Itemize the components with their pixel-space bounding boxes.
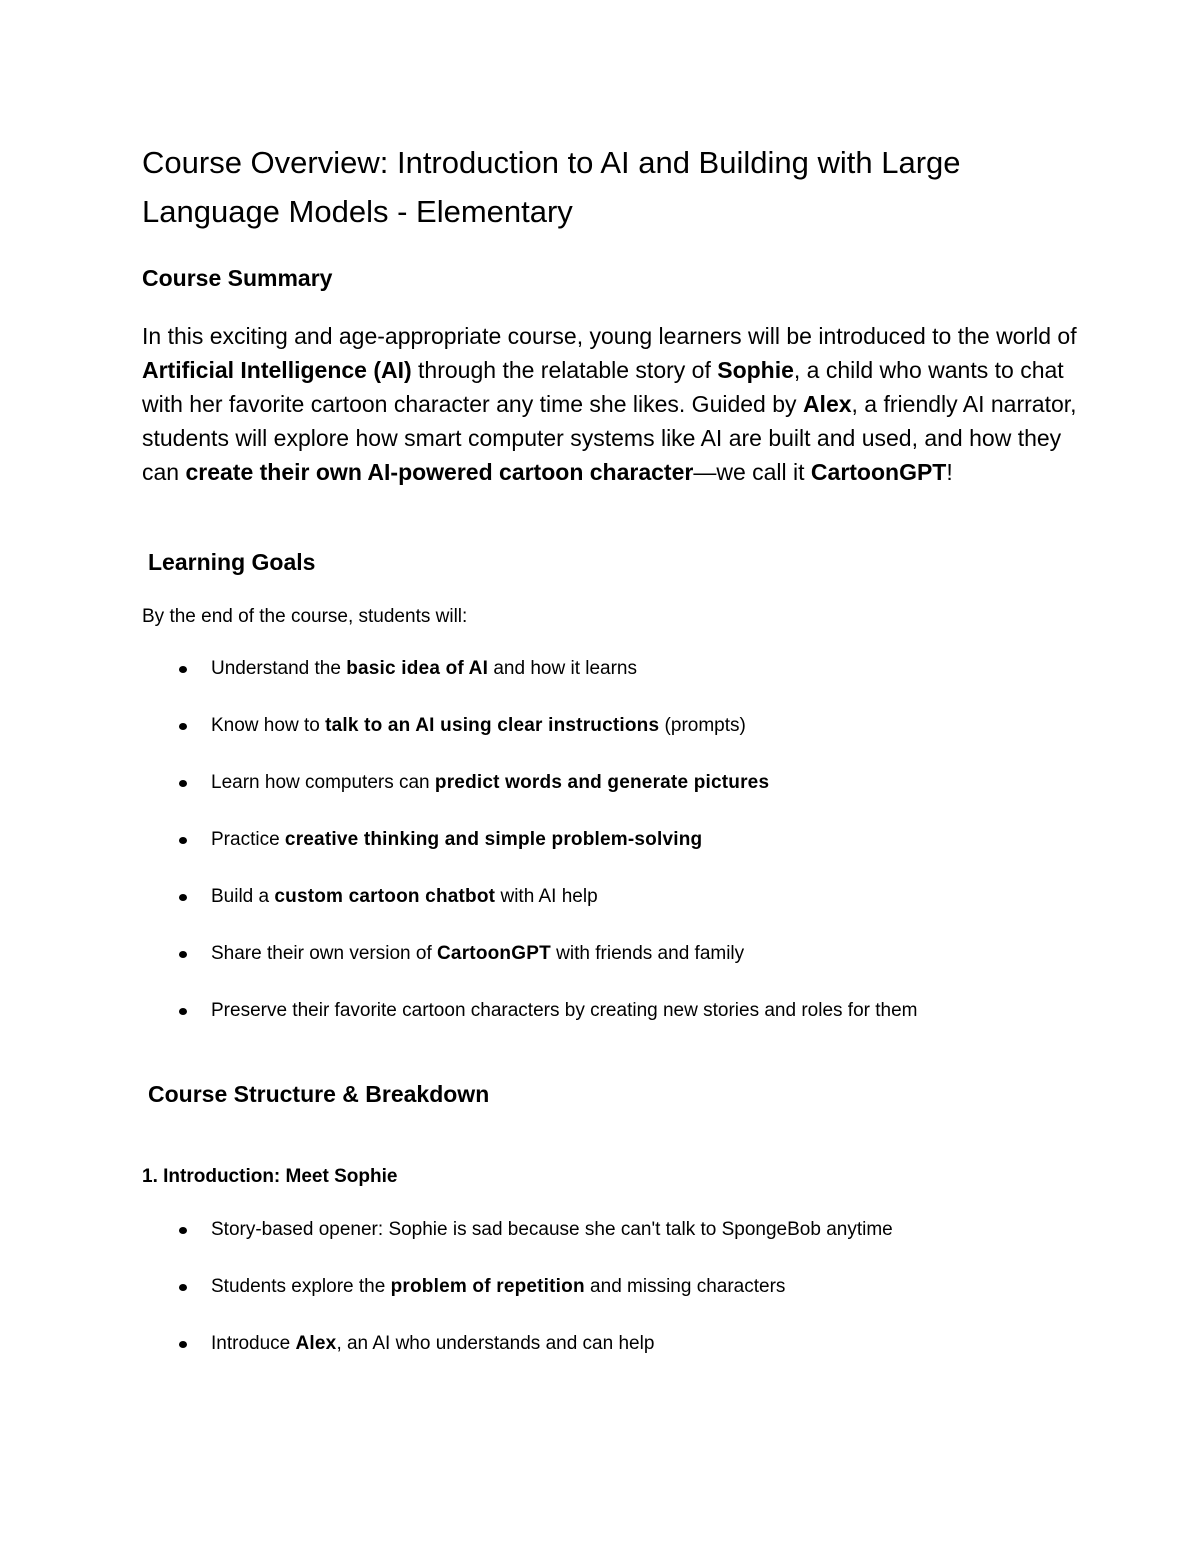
bullet-icon — [179, 894, 187, 901]
text-run: Preserve their favorite cartoon characters by creating new stories and roles for them — [211, 1000, 918, 1021]
bold-run: custom cartoon chatbot — [274, 886, 496, 907]
module-item-text — [211, 1218, 893, 1242]
bullet-icon — [179, 951, 187, 958]
module-item-text — [211, 1275, 785, 1299]
text-run: Introduce — [211, 1333, 296, 1354]
bullet-icon — [179, 1008, 187, 1015]
text-run: Share their own version of — [211, 943, 438, 964]
course-summary-heading: Course Summary — [142, 265, 333, 291]
text-run: Students explore the — [211, 1276, 391, 1297]
text-run: , a friendly AI narrator, students will explore how smart computer systems like AI are built and used, and how they can — [142, 391, 1077, 485]
text-run: with AI help — [495, 886, 598, 907]
bullet-icon — [179, 666, 187, 673]
course-structure-heading: Course Structure & Breakdown — [148, 1081, 490, 1107]
goal-item-text — [211, 714, 746, 738]
bold-run: basic idea of AI — [346, 658, 489, 679]
learning-goals-heading: Learning Goals — [148, 549, 316, 575]
bold-run: Artificial Intelligence (AI) — [142, 357, 412, 383]
module-item-text — [211, 1332, 654, 1356]
goal-item-text — [211, 999, 918, 1023]
bold-run: CartoonGPT — [810, 459, 947, 485]
text-run: Story-based opener: Sophie is sad because she can't talk to SpongeBob anytime — [211, 1219, 893, 1240]
bold-run: Alex — [295, 1333, 337, 1354]
module-title: 1. Introduction: Meet Sophie — [142, 1166, 398, 1187]
bold-run: CartoonGPT — [437, 943, 551, 964]
course-summary-paragraph — [142, 319, 1077, 489]
learning-goals-intro: By the end of the course, students will: — [142, 606, 468, 627]
bold-run: talk to an AI using clear instructions — [325, 715, 660, 736]
text-run: Learn how computers can — [211, 772, 435, 793]
document-title: Course Overview: Introduction to AI and Building with Large Language Models - Elementary — [142, 145, 961, 229]
text-run: Practice — [211, 829, 285, 850]
goal-item-text — [211, 885, 598, 909]
bold-run: creative thinking and simple problem-solving — [284, 829, 703, 850]
text-run: , a child who wants to chat with her favorite cartoon character any time she likes. Guided by — [142, 357, 1064, 417]
bullet-icon — [179, 1284, 187, 1291]
bold-run: problem of repetition — [390, 1276, 585, 1297]
text-run: through the relatable story of — [411, 357, 718, 383]
goal-item-text — [211, 942, 744, 966]
text-run: —we call it — [693, 459, 811, 485]
text-run: Build a — [211, 886, 275, 907]
bold-run: create their own AI-powered cartoon character — [185, 459, 694, 485]
goal-item-text — [211, 771, 769, 795]
bullet-icon — [179, 837, 187, 844]
text-run: and missing characters — [584, 1276, 786, 1297]
goal-item-text — [211, 828, 702, 852]
text-run: and how it learns — [488, 658, 637, 679]
bold-run: Alex — [802, 391, 852, 417]
text-run: Understand the — [211, 658, 347, 679]
bold-run: predict words and generate pictures — [434, 772, 770, 793]
bullet-icon — [179, 1227, 187, 1234]
bold-run: Sophie — [717, 357, 794, 383]
bullet-icon — [179, 723, 187, 730]
text-run: (prompts) — [659, 715, 746, 736]
text-run: with friends and family — [550, 943, 745, 964]
text-run: , an AI who understands and can help — [336, 1333, 655, 1354]
text-run: In this exciting and age-appropriate course, young learners will be introduced to the world of — [142, 323, 1077, 349]
goal-item-text — [211, 657, 637, 681]
bullet-icon — [179, 780, 187, 787]
bullet-icon — [179, 1341, 187, 1348]
text-run: Know how to — [211, 715, 326, 736]
text-run: ! — [946, 459, 953, 485]
